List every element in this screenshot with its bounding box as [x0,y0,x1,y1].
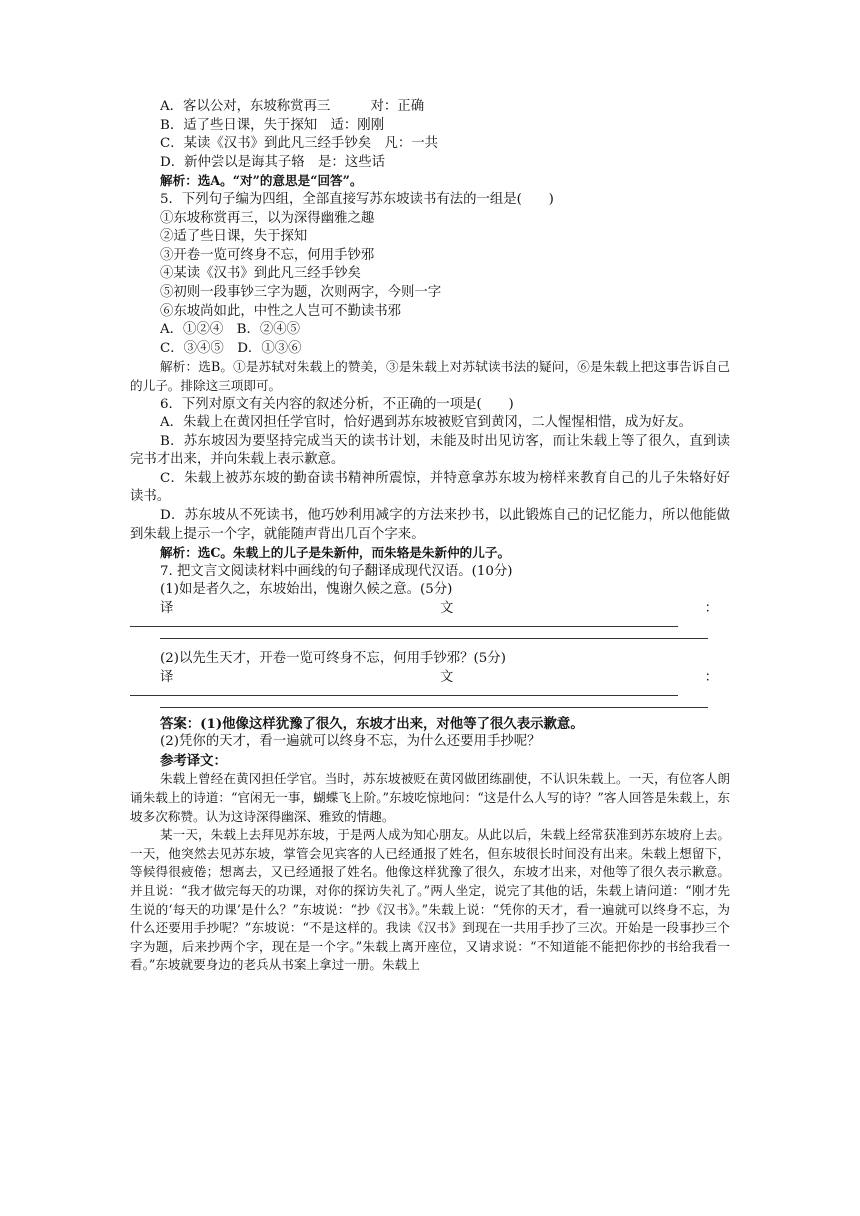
translation-paragraph-2: 某一天，朱载上去拜见苏东坡，于是两人成为知心朋友。从此以后，朱载上经常获准到苏东坡府上去。一天，他突然去见苏东坡，掌管会见宾客的人已经通报了姓名，但东坡很长时间没有出来。朱载上想留下，等候得很疲倦；想离去，又已经通报了姓名。他像这样犹豫了很久，东坡才出来，对他等了很久表示歉意。并且说：“我才做完每天的功课，对你的探访失礼了。”两人坐定，说完了其他的话，朱载上请问道：“刚才先生说的‘每天的功课’是什么？”东坡说：“抄《汉书》。”朱载上说：“凭你的天才，看一遍就可以终身不忘，为什么还要用手抄呢？”东坡说：“不是这样的。我读《汉书》到现在一共用手抄了三次。开始是一段事抄三个字为题，后来抄两个字，现在是一个字。”朱载上离开座位，又请求说：“不知道能不能把你抄的书给我看一看。”东坡就要身边的老兵从书案上拿过一册。朱载上 [130,827,730,973]
q5-item-1: ①东坡称赏再三，以为深得幽雅之趣 [160,210,375,226]
q6-option-d: D．苏东坡从不死读书，他巧妙利用减字的方法来抄书，以此锻炼自己的记忆能力，所以他能做到朱载上提示一个字，就能随声背出几百个字来。 [130,508,730,542]
q5-choices-ab: A．①②④ B．②④⑤ [160,322,301,338]
document-page [130,98,730,975]
yi-label: 译 [160,669,174,685]
answer-line-2: (2)凭你的天才，看一遍就可以终身不忘，为什么还要用手抄呢？ [160,734,541,750]
q4-option-b: B．适了些日课，失于探知 适：刚刚 [160,117,385,133]
answer-line-2a[interactable] [130,689,730,703]
answer-line-1b[interactable] [130,634,730,646]
q7-sub1: (1)如是者久之，东坡始出，愧谢久候之意。(5分) [160,582,453,598]
q7-sub2: (2)以先生天才，开卷一览可终身不忘，何用手钞邪？(5分) [160,651,506,667]
q4-analysis: 解析：选A。“对”的意思是“回答”。 [160,173,363,189]
q5-item-6: ⑥东坡尚如此，中性之人岂可不勤读书邪 [160,303,402,319]
q4-option-a: A．客以公对，东坡称赏再三 对：正确 [160,99,425,114]
q7-answer-label-2 [130,669,730,689]
q6-option-c: C．朱载上被苏东坡的勤奋读书精神所震惊，并特意拿苏东坡为榜样来教育自己的儿子朱辂好好读书。 [130,470,730,505]
q5-choices-cd: C．③④⑤ D．①③⑥ [160,340,302,356]
colon-label: ： [704,601,718,617]
q5-item-3: ③开卷一览可终身不忘，何用手钞邪 [160,247,375,263]
wen-label: 文 [440,601,454,617]
q5-question: 5．下列句子编为四组，全部直接写苏东坡读书有法的一组是( ) [160,191,554,207]
translation-heading: 参考译文： [160,752,227,769]
colon-label: ： [704,669,718,685]
answer-line-1a[interactable] [130,620,730,634]
q4-option-d: D．新仲尝以是诲其子辂 是：这些话 [160,154,385,170]
q7-question: 7. 把文言文阅读材料中画线的句子翻译成现代汉语。(10分) [160,563,513,579]
answer-line-1: 答案：(1)他像这样犹豫了很久，东坡才出来，对他等了很久表示歉意。 [160,715,584,732]
q6-option-a: A．朱载上在黄冈担任学官时，恰好遇到苏东坡被贬官到黄冈，二人惺惺相惜，成为好友。 [160,415,692,431]
q5-item-4: ④某读《汉书》到此凡三经手钞矣 [160,266,361,282]
wen-label: 文 [440,669,454,685]
q5-item-2: ②适了些日课，失于探知 [160,229,308,245]
q6-question: 6．下列对原文有关内容的叙述分析，不正确的一项是( ) [160,396,514,412]
answer-line-2b[interactable] [130,703,730,715]
yi-label: 译 [160,601,174,617]
q6-analysis: 解析：选C。朱载上的儿子是朱新仲，而朱辂是朱新仲的儿子。 [160,545,511,561]
q6-option-b: B．苏东坡因为要坚持完成当天的读书计划，未能及时出见访客，而让朱载上等了很久，直到读完书才出来，并向朱载上表示歉意。 [130,433,730,468]
translation-paragraph-1: 朱载上曾经在黄冈担任学官。当时，苏东坡被贬在黄冈做团练副使，不认识朱载上。一天，有位客人朗诵朱载上的诗道：“官闲无一事，蝴蝶飞上阶。”东坡吃惊地问：“这是什么人写的诗？”客人回答是朱载上，东坡多次称赞。认为这诗深得幽深、雅致的情趣。 [130,771,730,824]
q7-answer-label-1 [130,600,730,620]
q5-item-5: ⑤初则一段事钞三字为题，次则两字，今则一字 [160,284,442,300]
q5-analysis: 解析：选B。①是苏轼对朱载上的赞美，③是朱载上对苏轼读书法的疑问，⑥是朱载上把这事告诉自己的儿子。排除这三项即可。 [130,359,730,393]
q4-option-c: C．某读《汉书》到此凡三经手钞矣 凡：一共 [160,136,439,152]
